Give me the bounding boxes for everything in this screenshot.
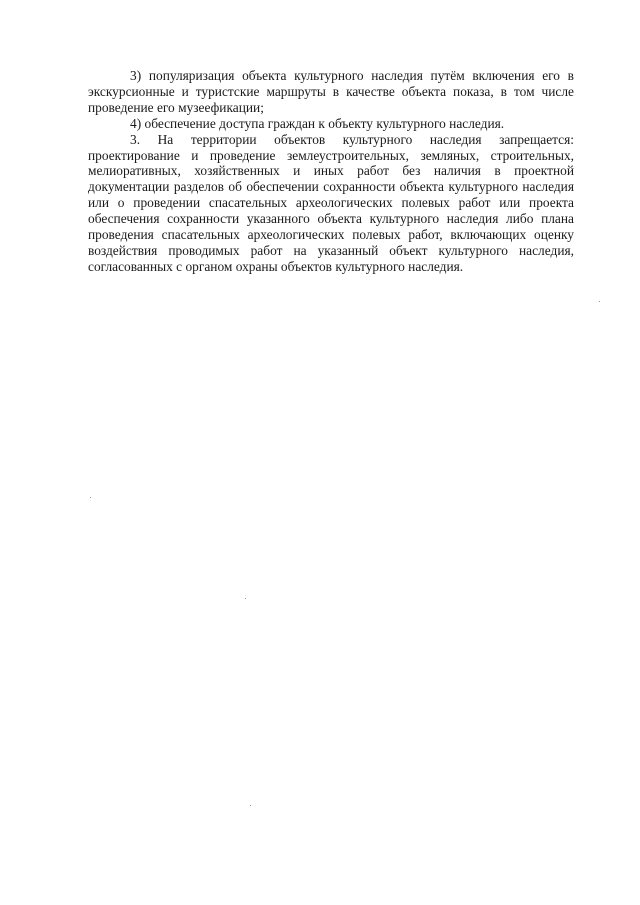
scan-speck xyxy=(245,598,246,599)
scan-speck xyxy=(90,497,91,498)
scan-speck xyxy=(599,301,600,302)
paragraph-section-3: 3. На территории объектов культурного наследия запрещается: проектирование и проведение землеустроительных, земляных, строительных, мелиоративных, хозяйственных и иных работ без наличия в проектной документации разделов об обеспечении сохранности объекта культурного наследия или о проведении спасательных археологических полевых работ или проекта обеспечения сохранности указанного объекта культурного наследия либо плана проведения спасательных археологических полевых работ, включающих оценку воздействия проводимых работ на указанный объект культурного наследия, согласованных с органом охраны объектов культурного наследия. xyxy=(88,131,574,274)
paragraph-item-4: 4) обеспечение доступа граждан к объекту культурного наследия. xyxy=(130,115,505,131)
scan-speck xyxy=(250,805,251,806)
paragraph-item-3: 3) популяризация объекта культурного наследия путём включения его в экскурсионные и туристские маршруты в качестве объекта показа, в том числе проведение его музеефикации; xyxy=(88,68,574,115)
document-body xyxy=(88,68,574,275)
